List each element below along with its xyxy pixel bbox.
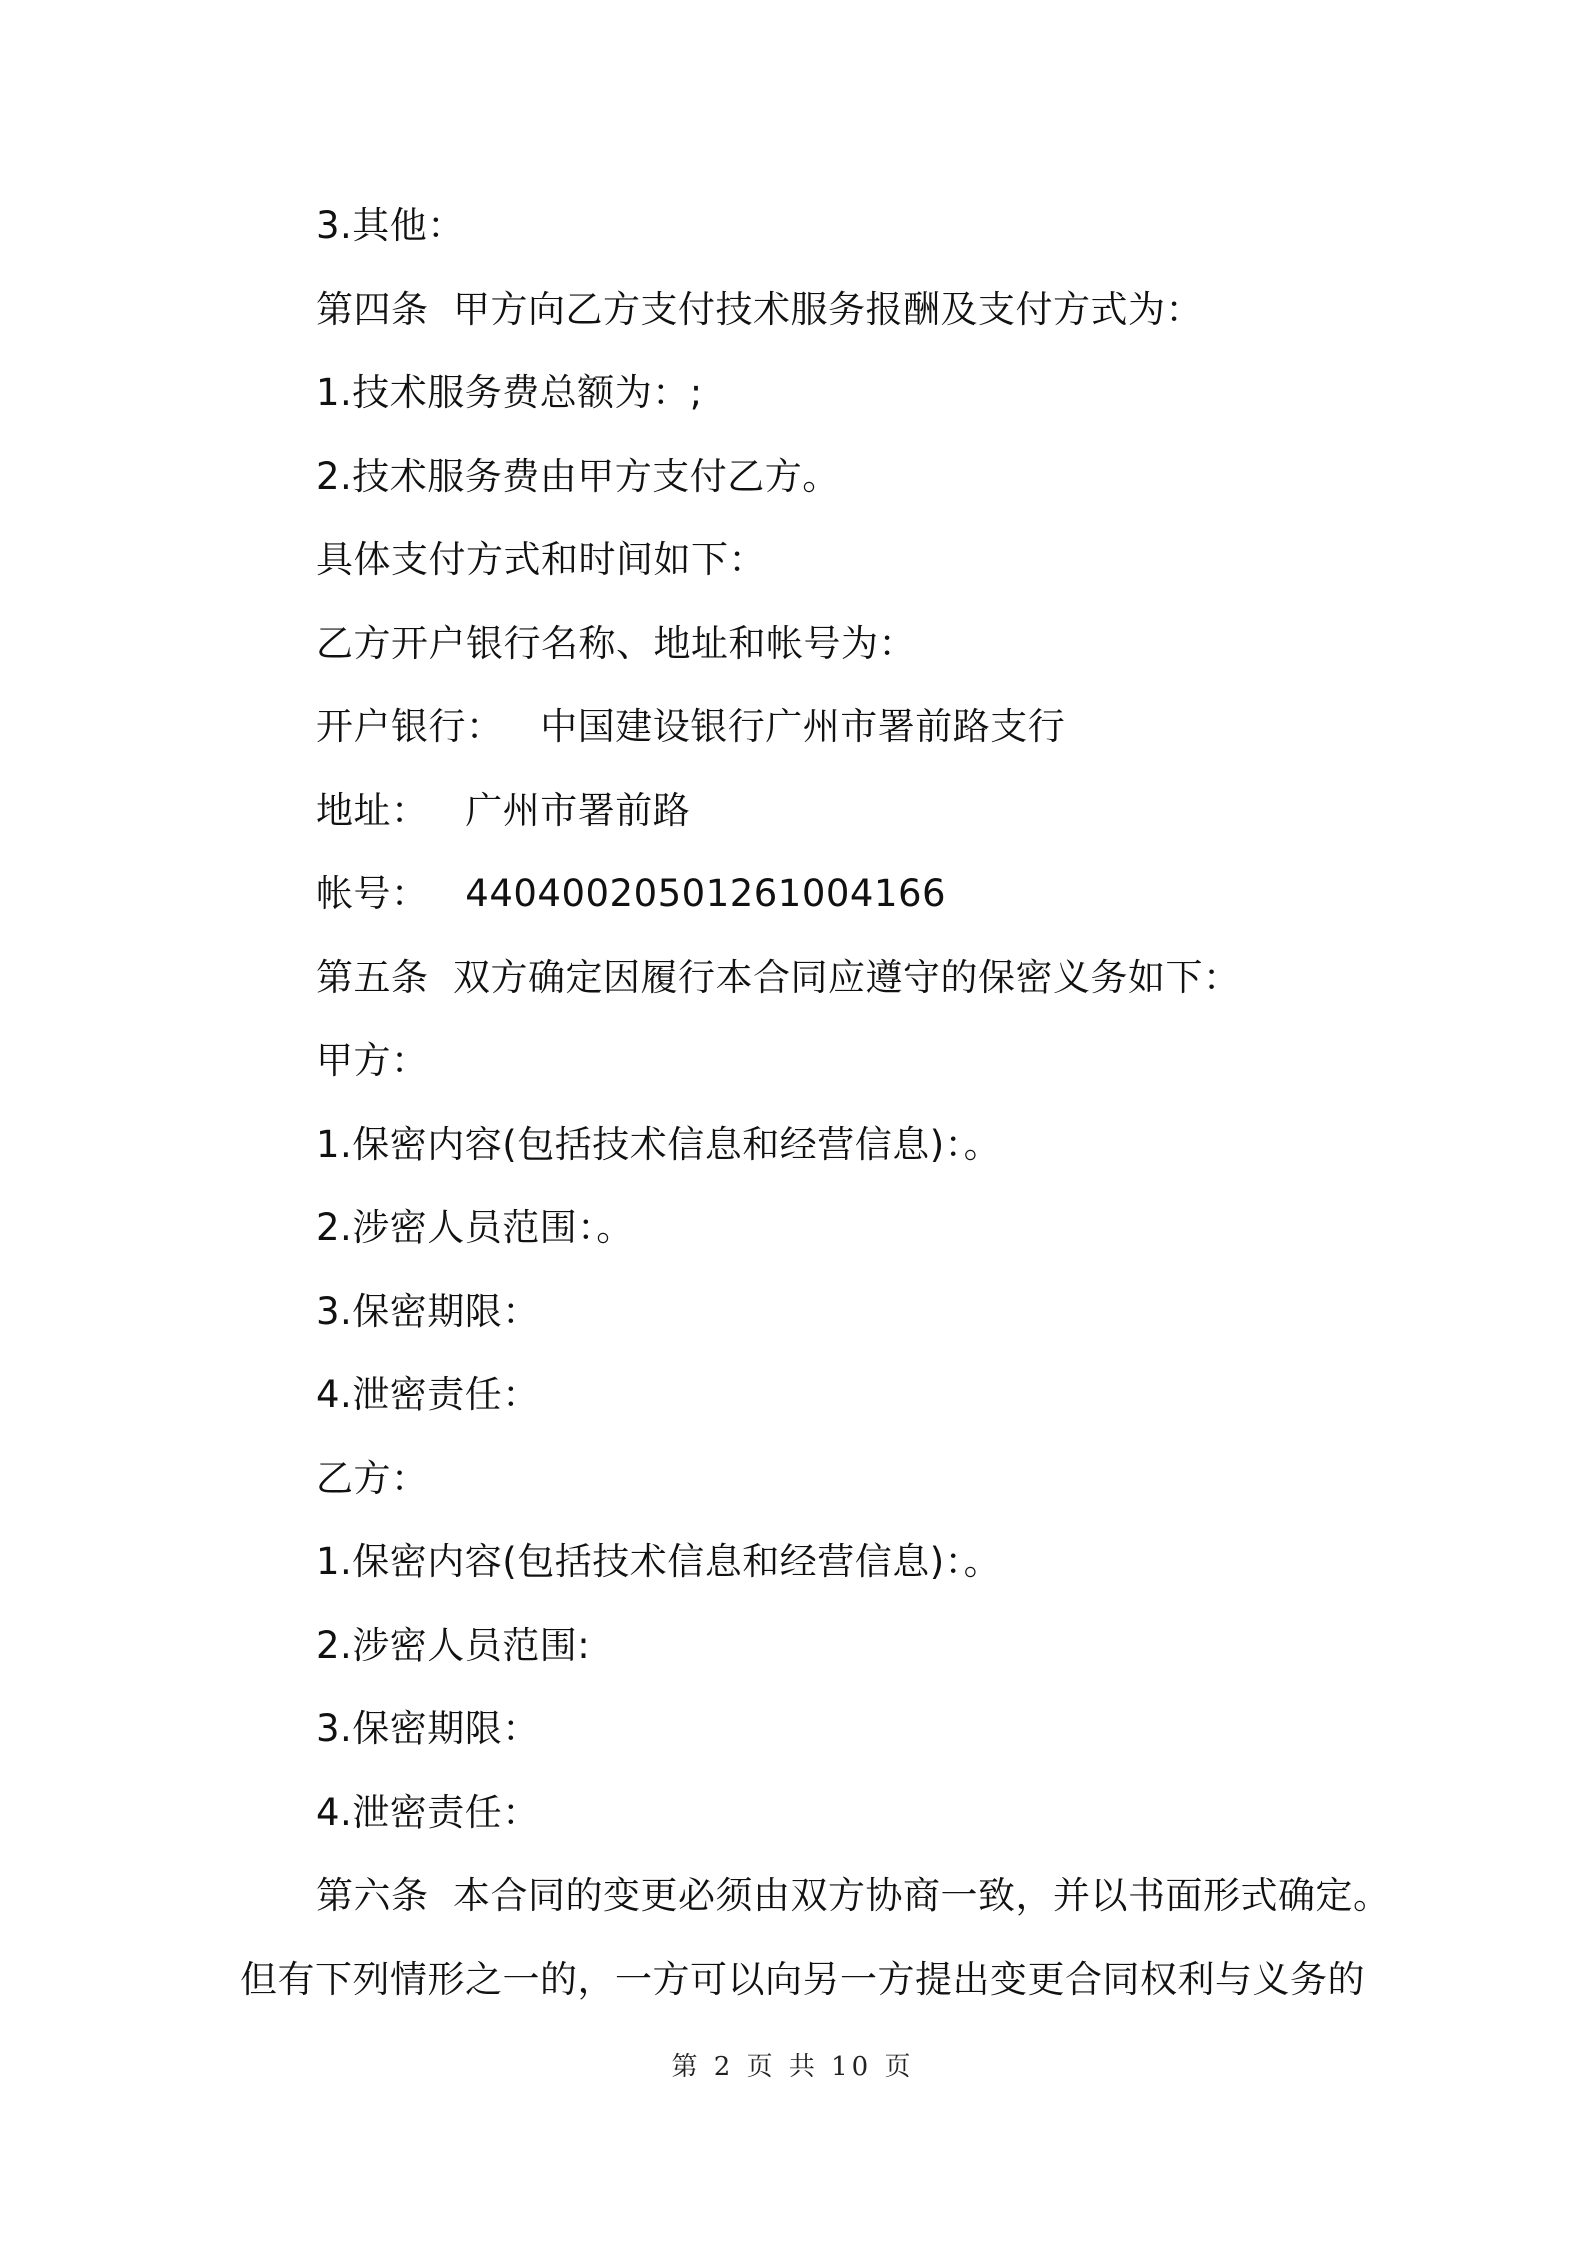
text-line-12: 1.保密内容(包括技术信息和经营信息)：。 [316,1123,1002,1166]
text-line-11: 甲方： [316,1039,429,1082]
text-line-20: 4.泄密责任： [316,1791,540,1834]
text-line-1: 3.其他： [316,204,465,247]
text-line-5: 具体支付方式和时间如下： [316,538,766,581]
text-line-17: 1.保密内容(包括技术信息和经营信息)：。 [316,1540,1002,1583]
text-line-4: 2.技术服务费由甲方支付乙方。 [316,455,840,498]
text-line-18: 2.涉密人员范围: [316,1624,591,1667]
text-line-3: 1.技术服务费总额为：; [316,371,703,414]
text-line-10: 第五条 双方确定因履行本合同应遵守的保密义务如下： [316,956,1241,999]
text-line-13: 2.涉密人员范围：。 [316,1206,634,1249]
text-line-7: 开户银行： 中国建设银行广州市署前路支行 [316,705,1066,748]
text-line-6: 乙方开户银行名称、地址和帐号为： [316,622,916,665]
text-line-22: 但有下列情形之一的，一方可以向另一方提出变更合同权利与义务的 [240,1958,1365,2001]
text-line-9: 帐号： 44040020501261004166 [316,872,947,915]
text-line-21: 第六条 本合同的变更必须由双方协商一致，并以书面形式确定。 [316,1874,1391,1917]
text-line-16: 乙方： [316,1457,429,1500]
text-line-15: 4.泄密责任： [316,1373,540,1416]
text-line-8: 地址： 广州市署前路 [316,789,691,832]
text-line-14: 3.保密期限： [316,1290,540,1333]
page-number: 第 2 页 共 10 页 [671,2052,915,2082]
text-line-2: 第四条 甲方向乙方支付技术服务报酬及支付方式为： [316,288,1204,331]
text-line-19: 3.保密期限： [316,1707,540,1750]
